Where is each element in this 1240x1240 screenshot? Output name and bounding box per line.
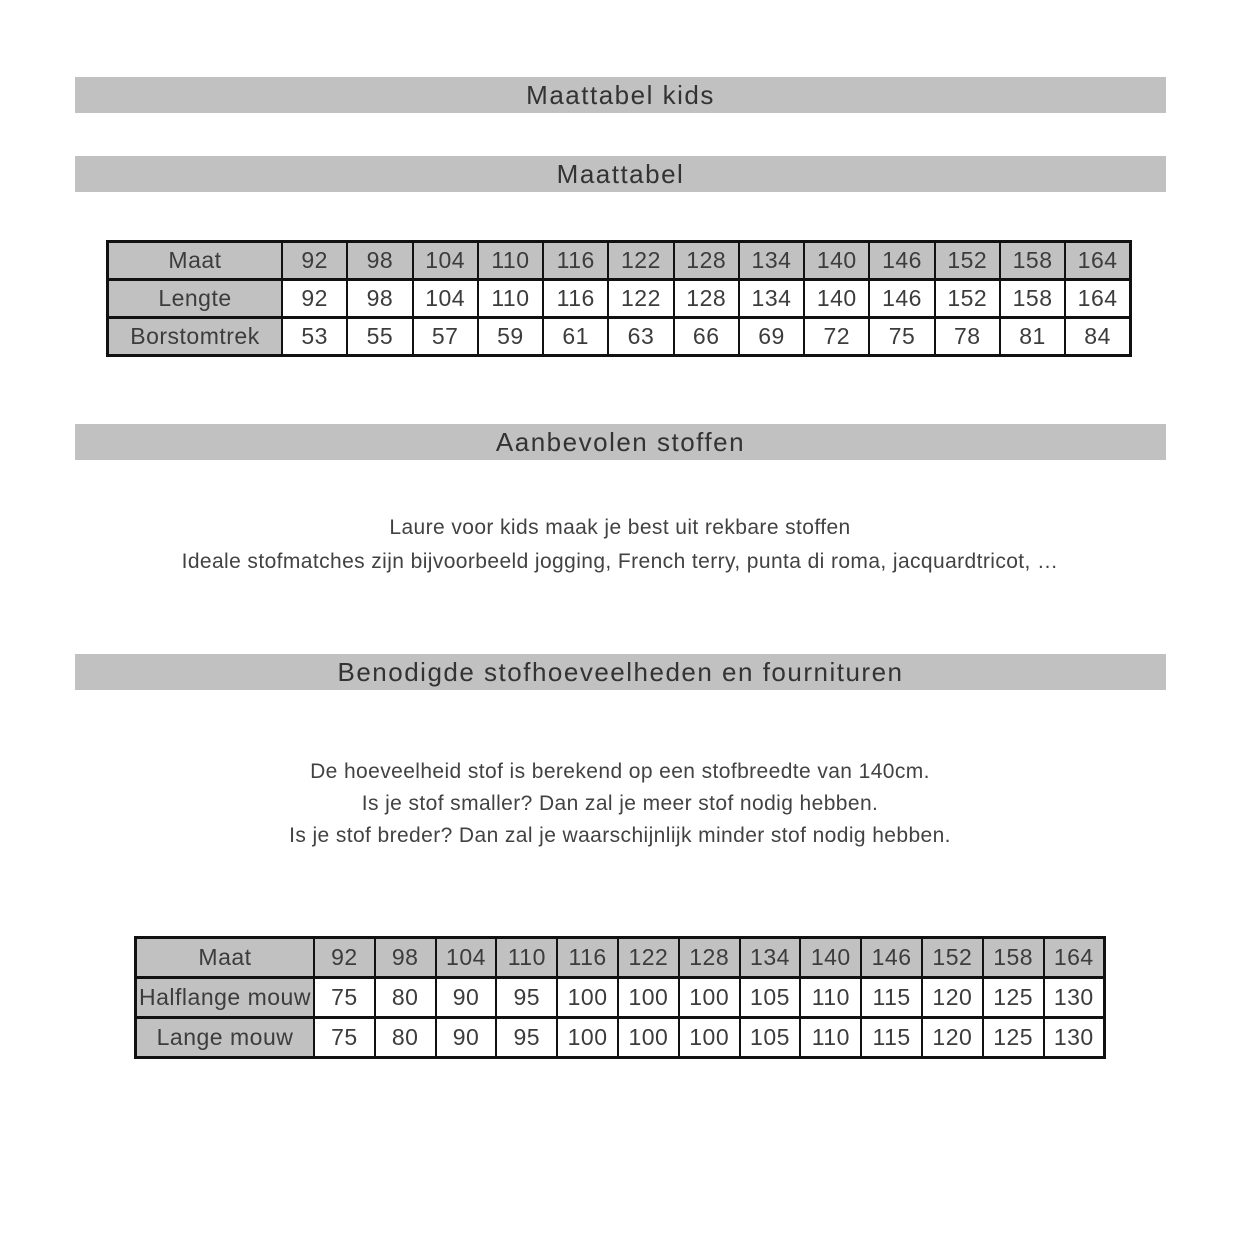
size-header-cell: 104 [413,242,478,280]
value-cell: 95 [496,1018,557,1058]
size-header-cell: 92 [314,938,375,978]
value-cell: 92 [282,280,347,318]
table-header-row [136,938,1105,978]
value-cell: 116 [543,280,608,318]
value-cell: 66 [674,318,739,356]
size-header-cell: 116 [543,242,608,280]
table-row [108,280,1131,318]
value-cell: 134 [739,280,804,318]
value-cell: 125 [983,1018,1044,1058]
size-header-cell: 158 [983,938,1044,978]
value-cell: 69 [739,318,804,356]
size-header-cell: 122 [618,938,679,978]
row-label-cell: Lengte [108,280,283,318]
value-cell: 130 [1044,978,1105,1018]
value-cell: 57 [413,318,478,356]
text-line: Ideale stofmatches zijn bijvoorbeeld jogging, French terry, punta di roma, jacquardtricot, … [181,550,1059,573]
fabrics-section-banner: Aanbevolen stoffen [75,424,1166,460]
value-cell: 115 [861,978,922,1018]
text-line: Laure voor kids maak je best uit rekbare stoffen [389,516,851,539]
page-title-banner: Maattabel kids [75,77,1166,113]
requirements-paragraph [0,756,1240,852]
row-label-cell: Borstomtrek [108,318,283,356]
value-cell: 55 [347,318,412,356]
value-cell: 100 [618,1018,679,1058]
value-cell: 100 [679,1018,740,1058]
table-corner-cell: Maat [136,938,315,978]
value-cell: 53 [282,318,347,356]
size-header-cell: 116 [557,938,618,978]
value-cell: 100 [557,978,618,1018]
value-cell: 81 [1000,318,1065,356]
size-header-cell: 140 [800,938,861,978]
value-cell: 105 [740,978,801,1018]
value-cell: 115 [861,1018,922,1058]
value-cell: 164 [1065,280,1130,318]
sleeve-fabric-table [134,936,1106,1059]
size-header-cell: 104 [436,938,497,978]
size-header-cell: 146 [869,242,934,280]
row-label-cell: Halflange mouw [136,978,315,1018]
value-cell: 158 [1000,280,1065,318]
value-cell: 140 [804,280,869,318]
size-header-cell: 92 [282,242,347,280]
value-cell: 98 [347,280,412,318]
value-cell: 100 [557,1018,618,1058]
value-cell: 105 [740,1018,801,1058]
size-header-cell: 110 [478,242,543,280]
value-cell: 146 [869,280,934,318]
value-cell: 104 [413,280,478,318]
value-cell: 152 [935,280,1000,318]
value-cell: 110 [800,1018,861,1058]
fabrics-paragraph [0,511,1240,579]
text-line: De hoeveelheid stof is berekend op een stofbreedte van 140cm. [310,760,930,783]
value-cell: 78 [935,318,1000,356]
table-corner-cell: Maat [108,242,283,280]
value-cell: 130 [1044,1018,1105,1058]
value-cell: 75 [314,1018,375,1058]
size-header-cell: 128 [674,242,739,280]
value-cell: 90 [436,1018,497,1058]
value-cell: 120 [922,978,983,1018]
value-cell: 90 [436,978,497,1018]
table-row [136,1018,1105,1058]
size-table-section-banner: Maattabel [75,156,1166,192]
size-header-cell: 134 [739,242,804,280]
size-table [106,240,1132,357]
value-cell: 75 [869,318,934,356]
text-line: Is je stof breder? Dan zal je waarschijnlijk minder stof nodig hebben. [289,824,951,847]
size-header-cell: 152 [922,938,983,978]
value-cell: 110 [478,280,543,318]
value-cell: 72 [804,318,869,356]
value-cell: 100 [618,978,679,1018]
requirements-section-banner: Benodigde stofhoeveelheden en fournituren [75,654,1166,690]
value-cell: 84 [1065,318,1130,356]
value-cell: 95 [496,978,557,1018]
value-cell: 125 [983,978,1044,1018]
value-cell: 75 [314,978,375,1018]
value-cell: 63 [608,318,673,356]
value-cell: 128 [674,280,739,318]
size-header-cell: 164 [1065,242,1130,280]
size-header-cell: 140 [804,242,869,280]
text-line: Is je stof smaller? Dan zal je meer stof nodig hebben. [361,792,879,815]
value-cell: 122 [608,280,673,318]
size-header-cell: 164 [1044,938,1105,978]
size-header-cell: 122 [608,242,673,280]
size-header-cell: 98 [347,242,412,280]
table-header-row [108,242,1131,280]
size-header-cell: 110 [496,938,557,978]
size-header-cell: 128 [679,938,740,978]
table-row [108,318,1131,356]
size-header-cell: 158 [1000,242,1065,280]
value-cell: 120 [922,1018,983,1058]
value-cell: 61 [543,318,608,356]
size-header-cell: 134 [740,938,801,978]
table-row [136,978,1105,1018]
value-cell: 100 [679,978,740,1018]
value-cell: 110 [800,978,861,1018]
value-cell: 59 [478,318,543,356]
row-label-cell: Lange mouw [136,1018,315,1058]
value-cell: 80 [375,978,436,1018]
value-cell: 80 [375,1018,436,1058]
size-header-cell: 146 [861,938,922,978]
size-header-cell: 152 [935,242,1000,280]
size-header-cell: 98 [375,938,436,978]
